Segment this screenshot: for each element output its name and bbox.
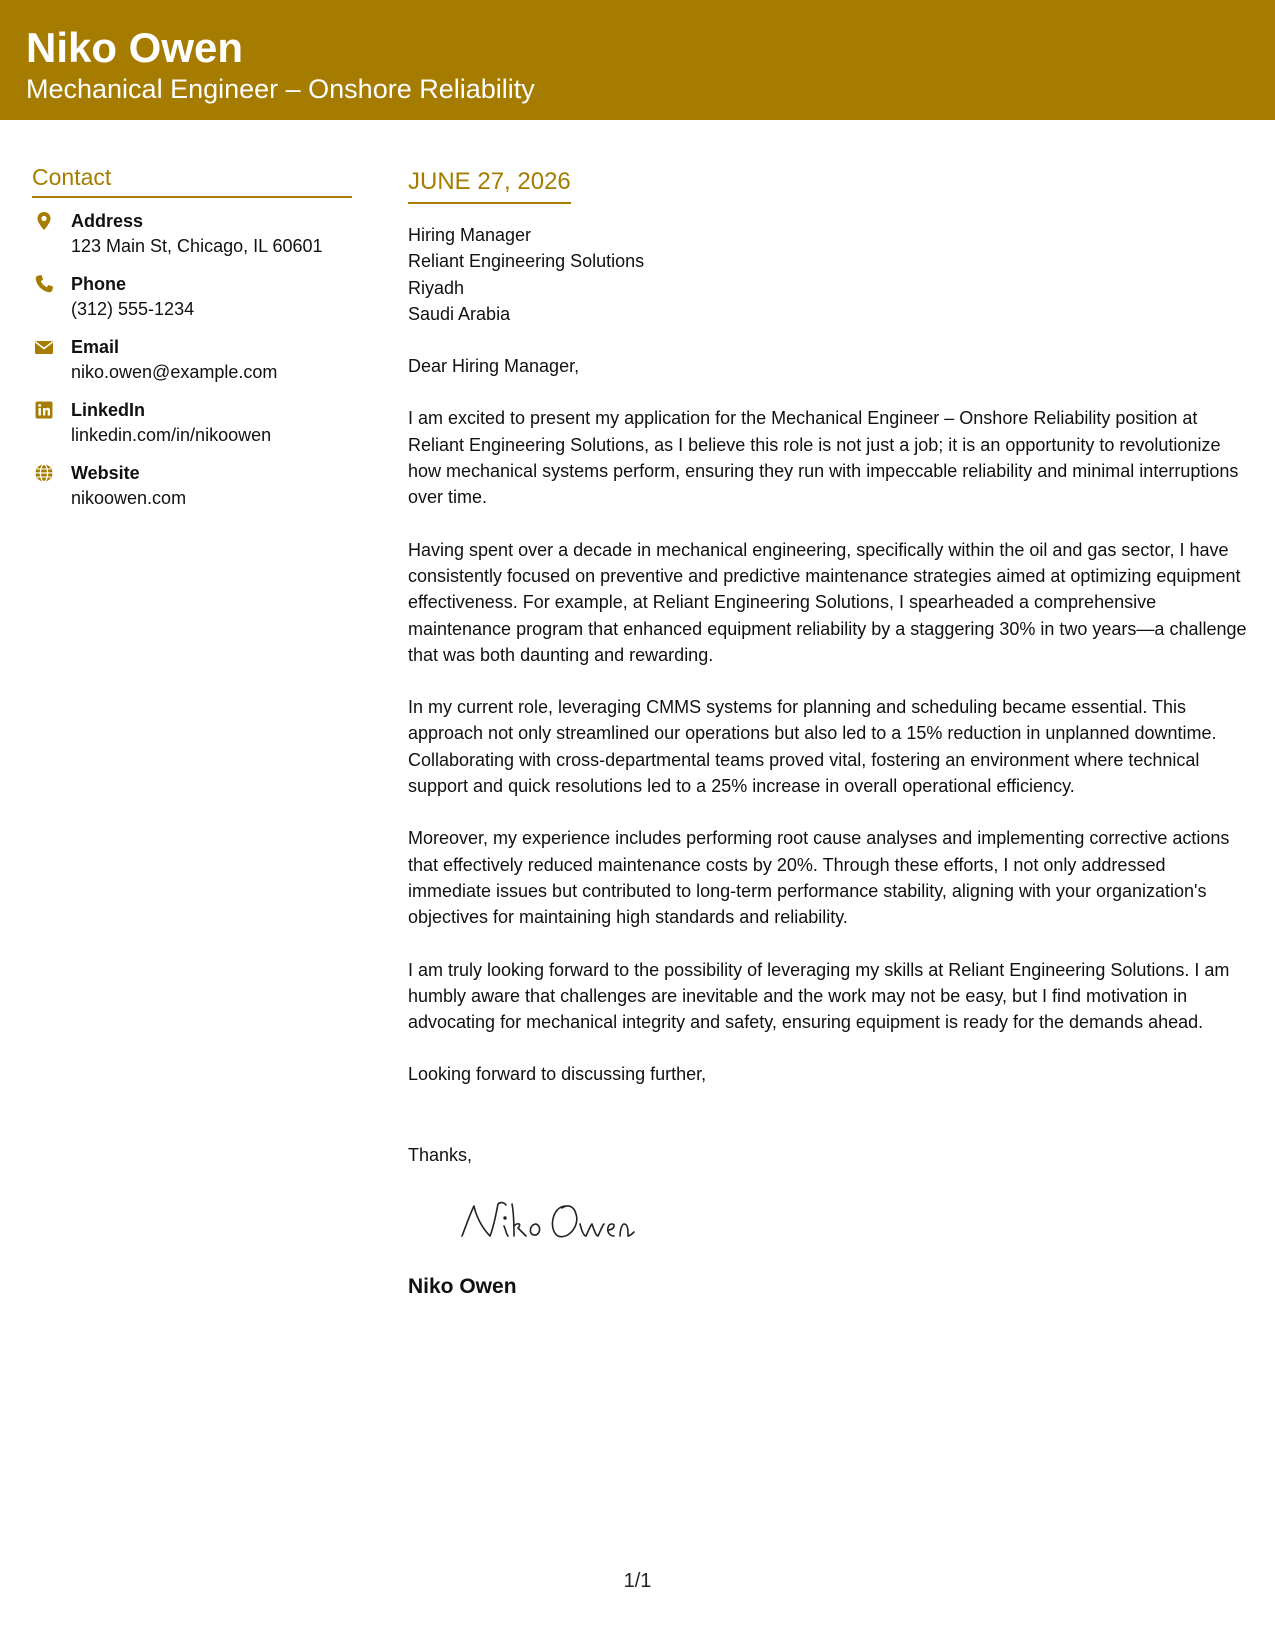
linkedin-icon [34,400,54,420]
recipient-block [408,222,1248,327]
contact-item-address [32,210,352,273]
page-number: 1/1 [623,1570,652,1592]
letter-body [408,166,1248,1300]
recipient-line: Reliant Engineering Solutions [408,251,645,272]
contact-label-website: Website [71,463,140,483]
contact-value-website[interactable]: nikoowen.com [71,488,187,508]
contact-label-email: Email [71,337,120,357]
closing-line: Looking forward to discussing further, [408,1064,707,1085]
recipient-line: Hiring Manager [408,225,532,245]
globe-icon [34,463,54,483]
contact-label-address: Address [71,211,144,231]
handwritten-signature [454,1196,654,1252]
contact-item-phone [32,273,352,336]
contact-value-email[interactable]: niko.owen@example.com [71,362,278,382]
contact-item-email [32,336,352,399]
map-pin-icon [34,211,54,231]
contact-list [32,210,352,525]
job-title: Mechanical Engineer – Onshore Reliability [26,74,535,104]
paragraph: In my current role, leveraging CMMS systems for planning and scheduling became essential. This approach not only streamlined our operations but also led to a 15% reduction in unplanned downtime. Collaborating with cross-departmental teams proved vital, fostering an environment where technical support and quick resolutions led to a 25% increase in overall operational efficiency. [408,697,1217,797]
contact-sidebar [32,162,352,525]
letter-date: JUNE 27, 2026 [408,166,571,204]
paragraph: Having spent over a decade in mechanical engineering, specifically within the oil and gas sector, I have consistently focused on preventive and predictive maintenance strategies aimed at optimizing equipment effectiveness. For example, at Reliant Engineering Solutions, I spearheaded a comprehensive maintenance program that enhanced equipment reliability by a staggering 30% in two years—a challenge that was both daunting and rewarding. [408,539,1247,665]
paragraph: I am truly looking forward to the possibility of leveraging my skills at Reliant Engineering Solutions. I am humbly aware that challenges are inevitable and the work may not be easy, but I find motivation in advocating for mechanical integrity and safety, ensuring equipment is ready for the demands ahead. [408,959,1230,1033]
sign-off: Thanks, [408,1144,473,1165]
header-banner [0,0,1275,120]
signer-name: Niko Owen [408,1275,517,1299]
recipient-line: Riyadh [408,277,465,298]
contact-item-website [32,462,352,525]
envelope-icon [34,337,54,357]
paragraph: I am excited to present my application for the Mechanical Engineer – Onshore Reliability position at Reliant Engineering Solutions, as I believe this role is not just a job; it is an opportunity to revolutionize how mechanical systems perform, ensuring they run with impeccable reliability and minimal interruptions over time. [408,408,1239,508]
contact-value-linkedin[interactable]: linkedin.com/in/nikoowen [71,425,272,445]
greeting: Dear Hiring Manager, [408,356,580,377]
contact-label-phone: Phone [71,274,127,294]
contact-heading: Contact [32,162,352,198]
phone-icon [34,274,54,294]
contact-value-address: 123 Main St, Chicago, IL 60601 [71,236,323,256]
candidate-name: Niko Owen [26,24,244,71]
recipient-line: Saudi Arabia [408,303,511,324]
contact-label-linkedin: LinkedIn [71,400,146,420]
paragraph: Moreover, my experience includes performing root cause analyses and implementing corrective actions that effectively reduced maintenance costs by 20%. Through these efforts, I not only addressed immediate issues but contributed to long-term performance stability, aligning with your organization's objectives for maintaining high standards and reliability. [408,828,1230,928]
contact-value-phone: (312) 555-1234 [71,299,195,319]
contact-item-linkedin [32,399,352,462]
